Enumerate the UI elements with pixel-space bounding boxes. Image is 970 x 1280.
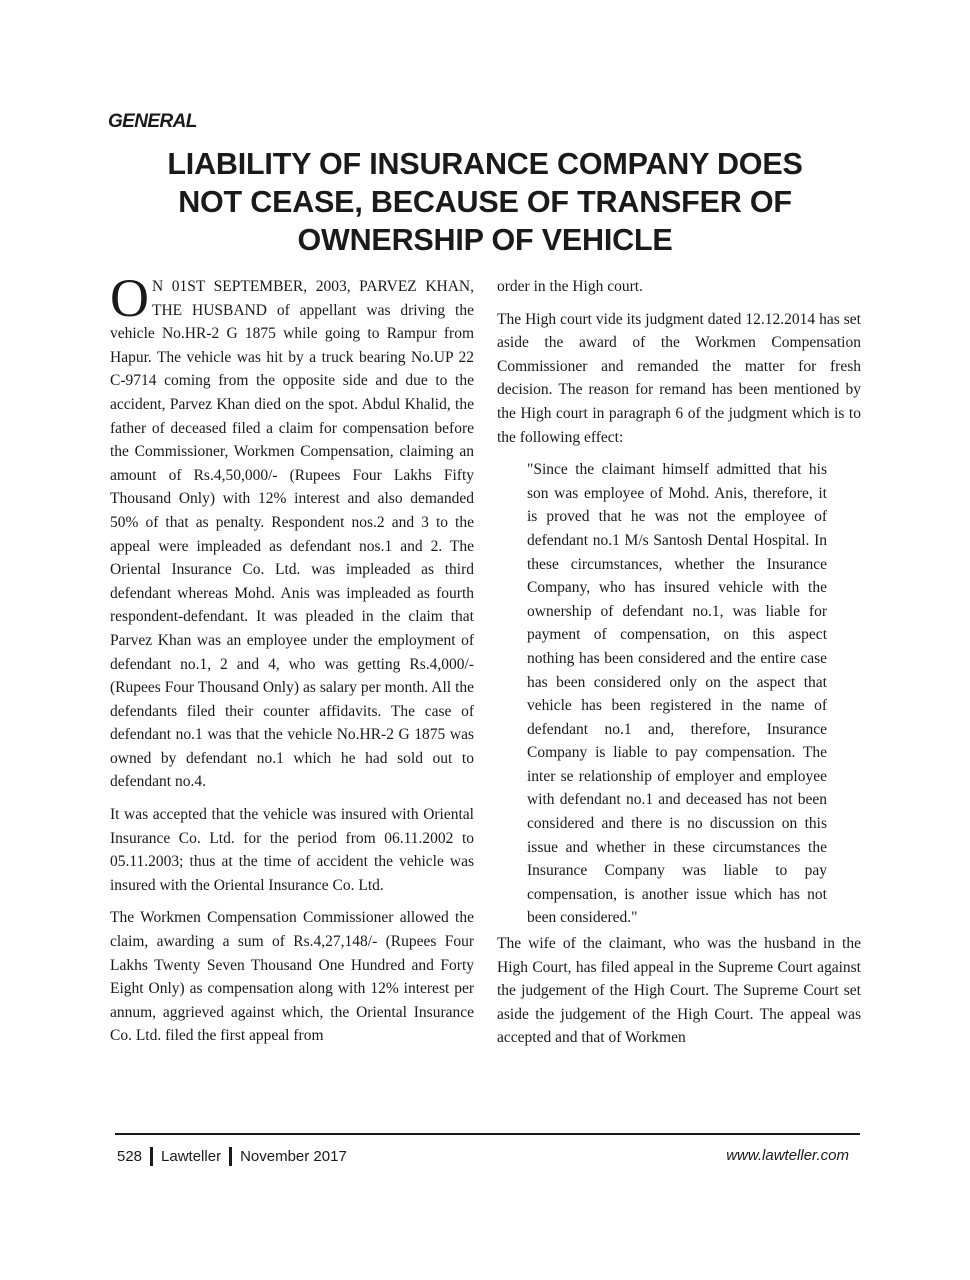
footer-divider — [229, 1147, 232, 1166]
body-paragraph: It was accepted that the vehicle was insured with Oriental Insurance Co. Ltd. for the period from 06.11.2002 to 05.11.2003; thus at the time of accident the vehicle was insured with the Oriental Insurance Co. Ltd. — [110, 806, 474, 894]
title-line: NOT CEASE, BECAUSE OF TRANSFER OF — [178, 185, 792, 219]
right-column — [497, 275, 861, 1059]
page-footer — [117, 1147, 347, 1166]
body-paragraph: The Workmen Compensation Commissioner allowed the claim, awarding a sum of Rs.4,27,148/- (Rupees Four Lakhs Twenty Seven Thousand One Hundred and Forty Eight Only) as compensation along with 12% interest per annum, aggrieved against which, the Oriental Insurance Co. Ltd. filed the first appeal from — [110, 909, 474, 1045]
page-number: 528 — [117, 1148, 143, 1165]
title-line: OWNERSHIP OF VEHICLE — [297, 223, 673, 257]
footer-divider — [150, 1147, 153, 1166]
block-quote: "Since the claimant himself admitted that his son was employee of Mohd. Anis, therefore, it is proved that he was not the employee of defendant no.1 M/s Santosh Dental Hospital. In these circumstances, whether the Insurance Company, who has insured vehicle with the ownership of defendant no.1, was liable for payment of compensation, on this aspect nothing has been considered and the entire case has been considered only on the aspect that vehicle has been registered in the name of defendant no.1 and, therefore, Insurance Company is liable to pay compensation. The inter se relationship of employer and employee with defendant no.1 and deceased has not been considered and there is no discussion on this issue and whether in these circumstances the Insurance Company was liable to pay compensation, is another issue which has not been considered." — [527, 461, 827, 927]
body-paragraph: The High court vide its judgment dated 12.12.2014 has set aside the award of the Workmen Compensation Commissioner and remanded the matter for fresh decision. The reason for remand has been mentioned by the High court in paragraph 6 of the judgment which is to the following effect: — [497, 310, 861, 446]
section-label: GENERAL — [108, 111, 197, 132]
publication-name: Lawteller — [161, 1148, 222, 1165]
title-line: LIABILITY OF INSURANCE COMPANY DOES — [167, 147, 803, 181]
body-paragraph — [110, 268, 474, 794]
body-paragraph: The wife of the claimant, who was the husband in the High Court, has filed appeal in the Supreme Court against the judgement of the High Court. The Supreme Court set aside the judgement of the High Court. The appeal was accepted and that of Workmen — [497, 935, 861, 1047]
left-column — [110, 268, 474, 1057]
drop-cap: O — [110, 268, 149, 328]
paragraph-text: N 01ST SEPTEMBER, 2003, PARVEZ KHAN, THE HUSBAND of appellant was driving the vehicle No.HR-2 G 1875 while going to Rampur from Hapur. The vehicle was hit by a truck bearing No.UP 22 C-9714 coming from the opposite side and due to the accident, Parvez Khan died on the spot. Abdul Khalid, the father of deceased filed a claim for compensation before the Commissioner, Workmen Compensation, claiming an amount of Rs.4,50,000/- (Rupees Four Lakhs Fifty Thousand Only) with 12% interest and also demanded 50% of that as penalty. Respondent nos.2 and 3 to the appeal were impleaded as defendant nos.1 and 2. The Oriental Insurance Co. Ltd. was impleaded as third defendant whereas Mohd. Anis was impleaded as fourth respondent-defendant. It was pleaded in the claim that Parvez Khan was an employee under the employment of defendant no.1, 2 and 4, who was getting Rs.4,000/- (Rupees Four Thousand Only) as salary per month. All the defendants filed their counter affidavits. The case of defendant no.1 was that the vehicle No.HR-2 G 1875 was owned by defendant no.1 which he had sold out to defendant no.4. — [110, 278, 474, 791]
article-title — [110, 145, 860, 259]
issue-date: November 2017 — [240, 1148, 347, 1165]
website-link[interactable]: www.lawteller.com — [726, 1147, 849, 1164]
footer-rule — [115, 1133, 860, 1135]
body-paragraph: order in the High court. — [497, 278, 643, 295]
